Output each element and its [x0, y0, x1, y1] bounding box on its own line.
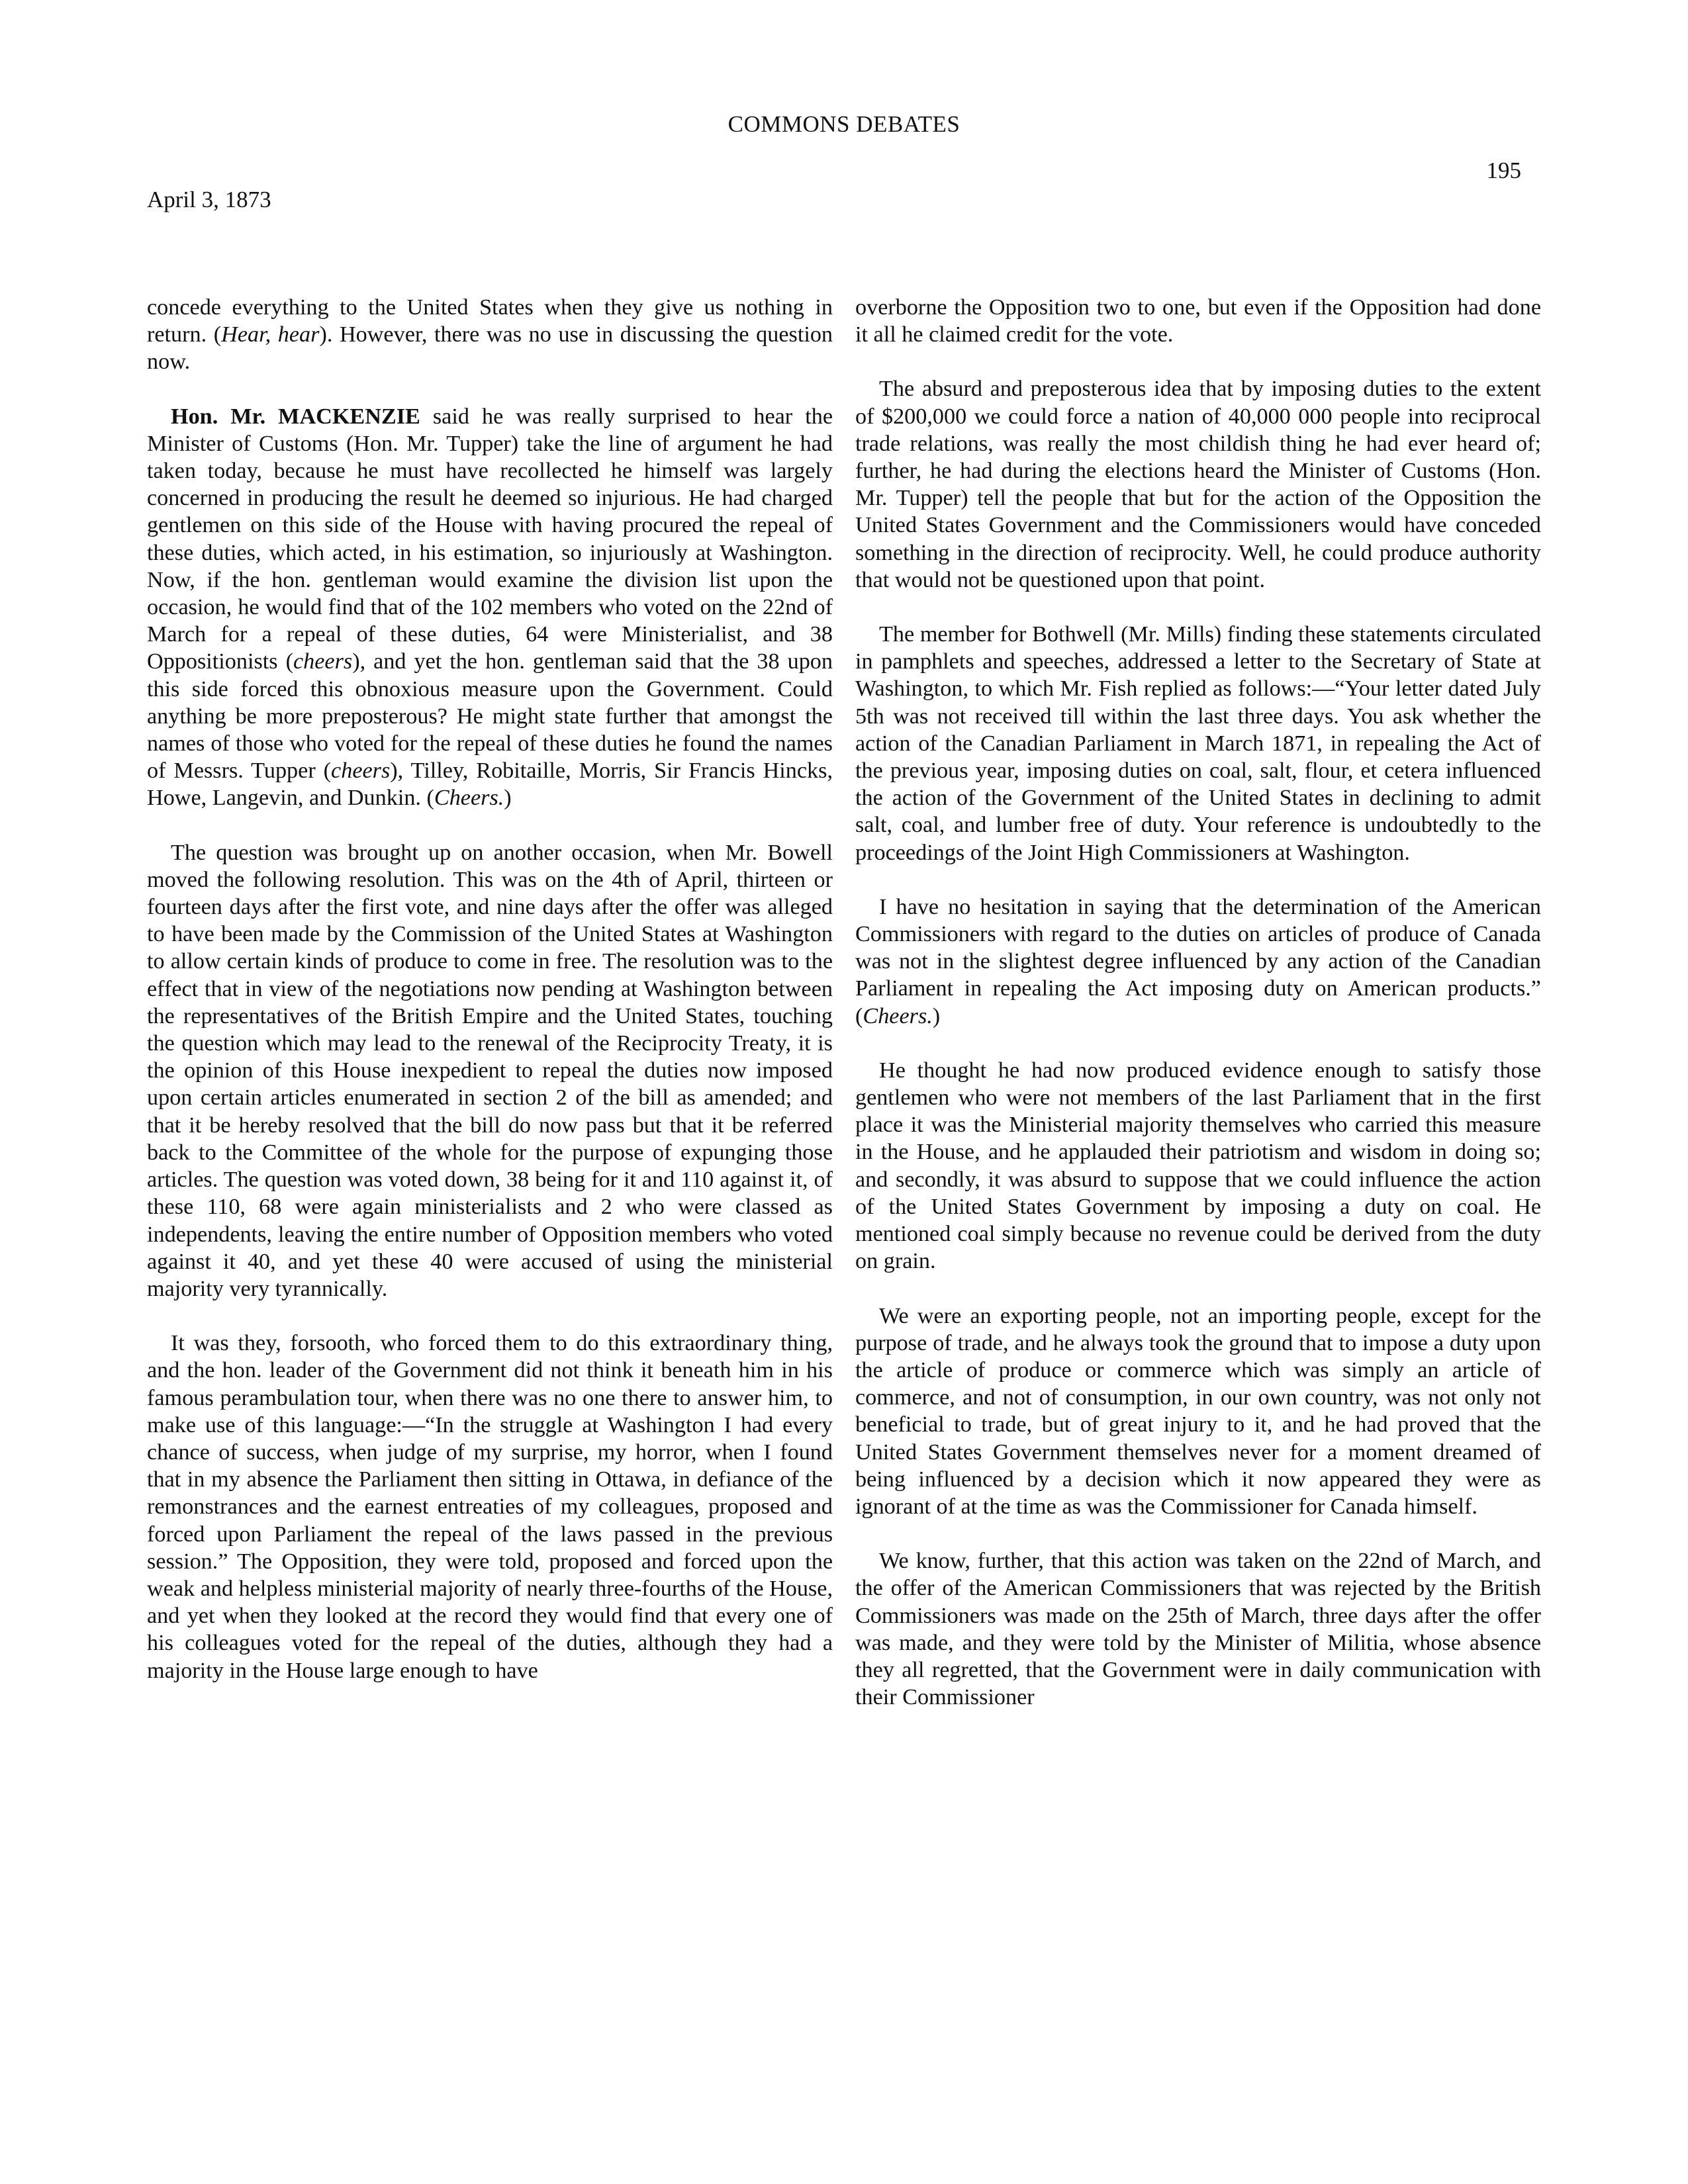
paragraph: The question was brought up on another occasion, when Mr. Bowell moved the following resolution. This was on the 4th of April, thirteen or fourteen days after the first vote, and nine days after the offer was alleged to have been made by the Commission of the United States at Washington to allow certain kinds of produce to come in free. The resolution was to the effect that in view of the negotiations now pending at Washington between the representatives of the British Empire and the United States, touching the question which may lead to the renewal of the Reciprocity Treaty, it is the opinion of this House inexpedient to repeal the duties now imposed upon certain articles enumerated in section 2 of the bill as amended; and that it be hereby resolved that the bill do now pass but that it be referred back to the Committee of the whole for the purpose of expunging those articles. The question was voted down, 38 being for it and 110 against it, of these 110, 68 were again ministerialists and 2 who were classed as independents, leaving the entire number of Opposition members who voted against it 40, and yet these 40 were accused of using the ministerial majority very tyrannically.	[147, 840, 833, 1301]
paragraph: overborne the Opposition two to one, but even if the Opposition had done it all he claimed credit for the vote.	[855, 295, 1541, 347]
text: I have no hesitation in saying that the determination of the American Commissioners with regard to the duties on articles of produce of Canada was not in the slightest degree influenced by any action of the Canadian Parliament in repealing the Act imposing duty on American products.” (	[855, 894, 1541, 1028]
paragraph: We were an exporting people, not an importing people, except for the purpose of trade, and he always took the ground that to impose a duty upon the article of produce or commerce which was simply an article of commerce, and not of consumption, in our own country, was not only not beneficial to trade, but of great injury to it, and he had proved that the United States Government themselves never for a moment dreamed of being influenced by a decision which it now appeared they were as ignorant of at the time as was the Commissioner for Canada himself.	[855, 1303, 1541, 1519]
page-number: 195	[1486, 158, 1521, 183]
text: )	[504, 786, 512, 811]
paragraph	[147, 294, 833, 376]
paragraph: He thought he had now produced evidence enough to satisfy those gentlemen who were not members of the last Parliament that in the first place it was the Ministerial majority themselves who carried this measure in the House, and he applauded their patriotism and wisdom in doing so; and secondly, it was absurd to suppose that we could influence the action of the United States Government by imposing a duty on coal. He mentioned coal simply because no revenue could be derived from the duty on grain.	[855, 1058, 1541, 1274]
paragraph: It was they, forsooth, who forced them to do this extraordinary thing, and the hon. leader of the Government did not think it beneath him in his famous perambulation tour, when there was no one there to answer him, to make use of this language:—“In the struggle at Washington I had every chance of success, when judge of my surprise, my horror, when I found that in my absence the Parliament then sitting in Ottawa, in defiance of the remonstrances and the earnest entreaties of my colleagues, proposed and forced upon Parliament the repeal of the laws passed in the previous session.” The Opposition, they were told, proposed and forced upon the weak and helpless ministerial majority of nearly three-fourths of the House, and yet when they looked at the record they would find that every one of his colleagues voted for the repeal of the duties, although they had a majority in the House large enough to have	[147, 1331, 833, 1683]
interjection: Hear, hear	[221, 322, 320, 347]
paragraph	[855, 893, 1541, 1030]
paragraph	[147, 403, 833, 812]
text: ), and yet the hon. gentleman said that the 38 upon this side forced this obnoxious measure upon the Government. Could anything be more preposterous? He might state further that amongst the names of those who voted for the repeal of these duties he found the names of Messrs. Tupper (	[147, 649, 833, 784]
paragraph: We know, further, that this action was taken on the 22nd of March, and the offer of the American Commissioners that was rejected by the British Commissioners was made on the 25th of March, three days after the offer was made, and they were told by the Minister of Militia, whose absence they all regretted, that the Government were in daily communication with their Commissioner	[855, 1549, 1541, 1710]
interjection: Cheers.	[863, 1003, 933, 1028]
left-column	[147, 294, 833, 1711]
right-column	[855, 294, 1541, 1738]
text: ), Tilley, Robitaille, Morris, Sir Francis Hincks, Howe, Langevin, and Dunkin. (	[147, 758, 833, 811]
running-header: COMMONS DEBATES	[727, 111, 961, 137]
interjection: cheers	[331, 758, 391, 784]
text: concede everything to the United States when they give us nothing in return. (	[147, 295, 833, 347]
paragraph: The absurd and preposterous idea that by imposing duties to the extent of $200,000 we could force a nation of 40,000 000 people into reciprocal trade relations, was really the most childish thing he had ever heard of; further, he had during the elections heard the Minister of Customs (Hon. Mr. Tupper) tell the people that but for the action of the Opposition the United States Government and the Commissioners would have conceded something in the direction of reciprocity. Well, he could produce authority that would not be questioned upon that point.	[855, 377, 1541, 592]
text: ). However, there was no use in discussing the question now.	[147, 322, 833, 375]
paragraph: The member for Bothwell (Mr. Mills) finding these statements circulated in pamphlets and speeches, addressed a letter to the Secretary of State at Washington, to which Mr. Fish replied as follows:—“Your letter dated July 5th was not received till within the last three days. You ask whether the action of the Canadian Parliament in March 1871, in repealing the Act of the previous year, imposing duties on coal, salt, flour, et cetera influenced the action of the Government of the United States in declining to admit salt, coal, and lumber free of duty. Your reference is undoubtedly to the proceedings of the Joint High Commissioners at Washington.	[855, 622, 1541, 865]
text: )	[932, 1003, 941, 1028]
interjection: Cheers.	[434, 786, 504, 811]
page-date: April 3, 1873	[147, 187, 271, 212]
text: said he was really surprised to hear the Minister of Customs (Hon. Mr. Tupper) take the line of argument he had taken today, because he must have recollected he himself was largely concerned in producing the result he deemed so injurious. He had charged gentlemen on this side of the House with having procured the repeal of these duties, which acted, in his estimation, so injuriously at Washington. Now, if the hon. gentleman would examine the division list upon the occasion, he would find that of the 102 members who voted on the 22nd of March for a repeal of these duties, 64 were Ministerialist, and 38 Oppositionists (	[147, 404, 833, 674]
speaker-name: Hon. Mr. MACKENZIE	[171, 404, 420, 429]
interjection: cheers	[293, 649, 353, 674]
